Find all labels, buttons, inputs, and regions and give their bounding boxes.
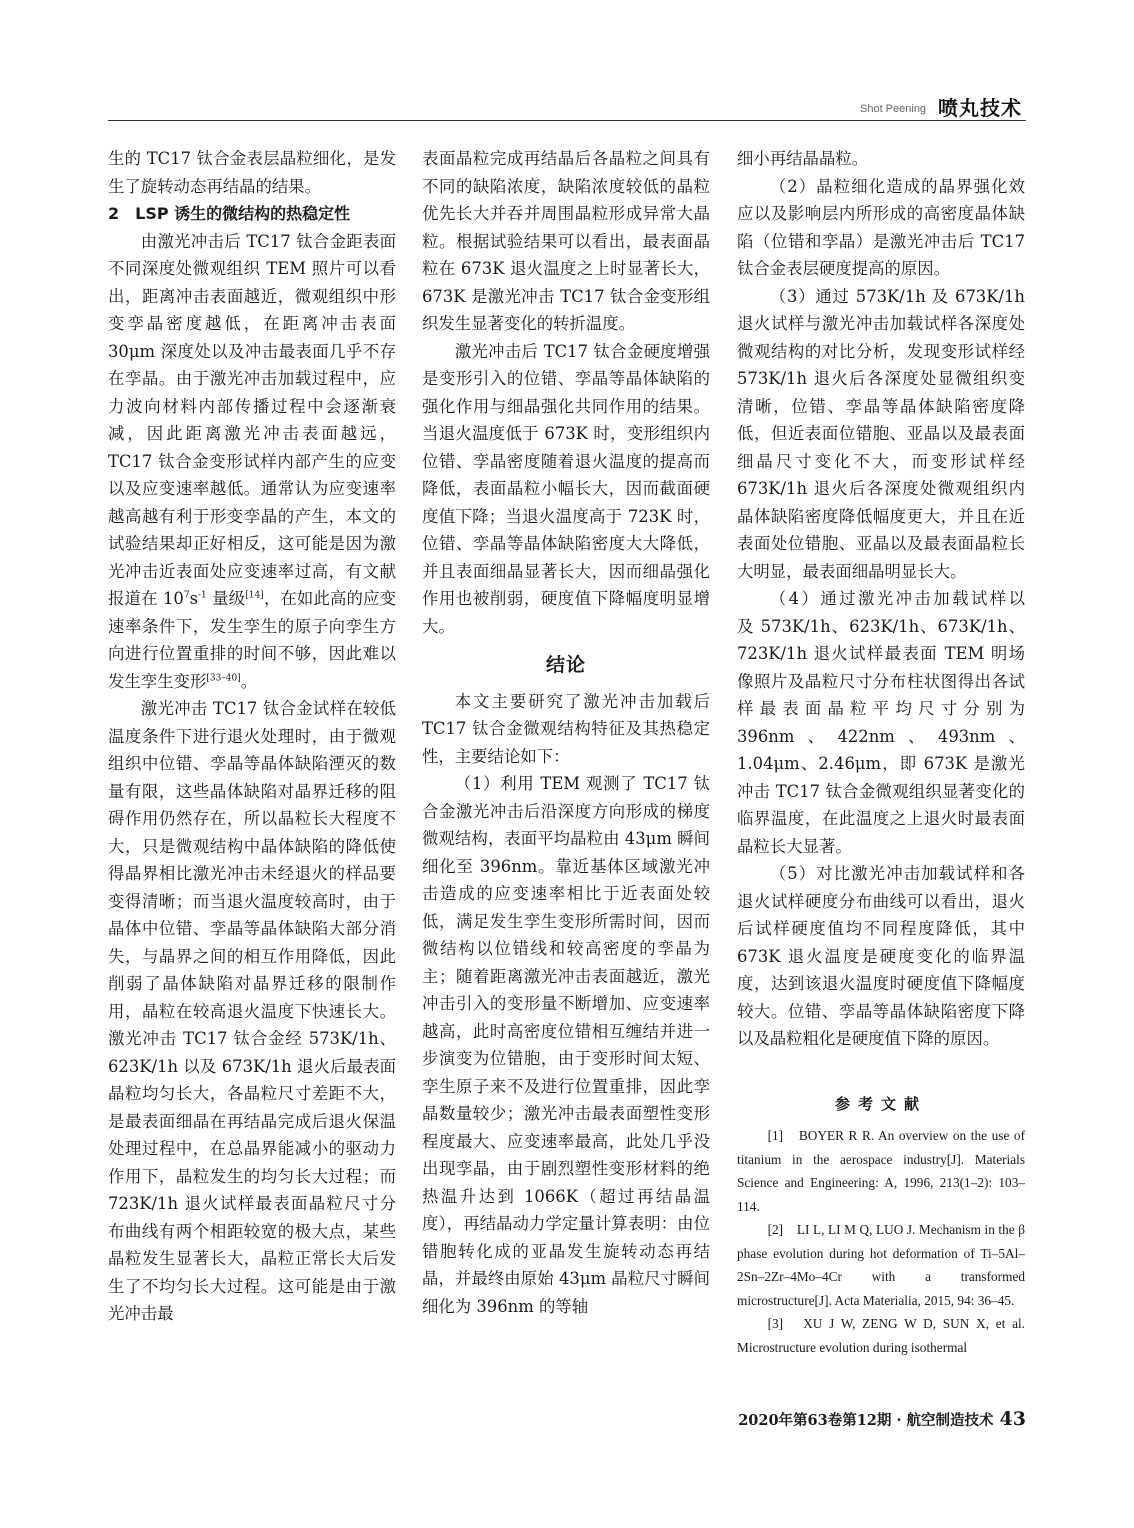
journal-name-cn: 喷丸技术 xyxy=(938,96,1022,120)
reference-item: [1] BOYER R R. An overview on the use of titanium in the aerospace industry[J]. Materials Science and Engineering: A, 1996, 213(1–2): 103–114. xyxy=(737,1128,1025,1214)
citation: [33–40] xyxy=(206,673,241,684)
page-number: 43 xyxy=(999,1408,1026,1430)
text-run: 。 xyxy=(240,671,258,691)
column-1 xyxy=(108,145,396,1328)
paragraph: 细小再结晶晶粒。 xyxy=(737,149,869,168)
paragraph: （2）晶粒细化造成的晶界强化效应以及影响层内所形成的高密度晶体缺陷（位错和孪晶）是激光冲击后 TC17 钛合金表层硬度提高的原因。 xyxy=(737,176,1025,278)
text-run: s xyxy=(189,589,198,608)
paragraph: （4）通过激光冲击加载试样以 及 573K/1h、623K/1h、673K/1h、723K/1h 退火试样最表面 TEM 明场像照片及晶粒尺寸分布柱状图得出各试样最表面晶粒平均尺寸分别为 396nm、422nm、493nm、1.04μm、2.46μm，即 673K 是激光冲击 TC17 钛合金微观组织显著变化的临界温度，在此温度之上退火时最表面晶粒长大显著。 xyxy=(737,589,1042,856)
superscript: -1 xyxy=(197,590,207,601)
text-run: 量级 xyxy=(206,589,246,608)
references-heading: 参考文献 xyxy=(834,1094,927,1113)
section-heading: 2 LSP 诱生的微结构的热稳定性 xyxy=(108,204,351,223)
reference-item: [3] XU J W, ZENG W D, SUN X, et al. Microstructure evolution during isothermal xyxy=(737,1316,1025,1355)
paragraph: （5）对比激光冲击加载试样和各退火试样硬度分布曲线可以看出，退火后试样硬度值均不同程度降低，其中 673K 退火温度是硬度变化的临界温度，达到该退火温度时硬度值下降幅度较大。位错、孪晶等晶体缺陷密度下降以及晶粒粗化是硬度值下降的原因。 xyxy=(737,864,1025,1048)
reference-item: [2] LI L, LI M Q, LUO J. Mechanism in the β phase evolution during hot deformation of Ti–5Al–2Sn–2Zr–4Mo–4Cr with a transformed microstructure[J]. Acta Materialia, 2015, 94: 36–45. xyxy=(737,1222,1025,1308)
header-rule xyxy=(108,120,1026,121)
column-3 xyxy=(737,145,1042,1359)
paragraph: 表面晶粒完成再结晶后各晶粒之间具有不同的缺陷浓度，缺陷浓度较低的晶粒优先长大并吞并周围晶粒形成异常大晶粒。根据试验结果可以看出，最表面晶粒在 673K 退火温度之上时显著长大，673K 是激光冲击 TC17 钛合金变形组织发生显著变化的转折温度。 xyxy=(422,149,710,333)
superscript: 7 xyxy=(183,590,190,601)
text-run: ，在如此高的应变速率条件下，发生孪生的原子向孪生方向进行位置重排的时间不够，因此难以发生孪生变形 xyxy=(108,589,396,691)
footer-journal-info: 2020年第63卷第12期 · 航空制造技术 xyxy=(738,1412,994,1429)
citation: [14] xyxy=(245,590,264,601)
paragraph: （3）通过 573K/1h 及 673K/1h 退火试样与激光冲击加载试样各深度处微观结构的对比分析，发现变形试样经 573K/1h 退火后各深度处显微组织变清晰，位错、孪晶等晶体缺陷密度降低，但近表面位错胞、亚晶以及最表面细晶尺寸变化不大，而变形试样经 673K/1h 退火后各深度处微观组织内晶体缺陷密度降低幅度更大，并且在近表面处位错胞、亚晶以及最表面晶粒长大明显，最表面细晶明显长大。 xyxy=(737,286,1025,581)
text-run: 由激光冲击后 TC17 钛合金距表面不同深度处微观组织 TEM 照片可以看出，距离冲击表面越近，微观组织中形变孪晶密度越低，在距离冲击表面 30μm 深度处以及冲击最表面几乎不存在孪晶。由于激光冲击加载过程中，应力波向材料内部传播过程中会逐渐衰减，因此距离激光冲击表面越远，TC17 钛合金变形试样内部产生的应变以及应变速率越低。通常认为应变速率越高越有利于形变孪晶的产生，本文的试验结果却正好相反，这可能是因为激光冲击近表面处应变速率过高，有文献报道在 10 xyxy=(108,231,396,608)
paragraph: 激光冲击后 TC17 钛合金硬度增强是变形引入的位错、孪晶等晶体缺陷的强化作用与细晶强化共同作用的结果。当退火温度低于 673K 时，变形组织内位错、孪晶密度随着退火温度的提高而降低，表面晶粒小幅长大，因而截面硬度值下降；当退火温度高于 723K 时，位错、孪晶等晶体缺陷密度大大降低，并且表面细晶显著长大，因而细晶强化作用也被削弱，硬度值下降幅度明显增大。 xyxy=(422,341,710,636)
page-footer xyxy=(738,1408,1026,1430)
conclusion-heading: 结论 xyxy=(545,654,586,676)
paragraph: （1）利用 TEM 观测了 TC17 钛合金激光冲击后沿深度方向形成的梯度微观结构，表面平均晶粒由 43μm 瞬间细化至 396nm。靠近基体区域激光冲击造成的应变速率相比于近表面处较低，满足发生孪生变形所需时间，因而微结构以位错线和较高密度的孪晶为主；随着距离激光冲击表面越近，激光冲击引入的变形量不断增加、应变速率越高，此时高密度位错相互缠结并进一步演变为位错胞，由于变形时间太短、孪生原子来不及进行位置重排，因此孪晶数量较少；激光冲击最表面塑性变形程度最大、应变速率最高，此处几乎没出现孪晶，由于剧烈塑性变形材料的绝热温升达到 1066K（超过再结晶温度），再结晶动力学定量计算表明：由位错胞转化成的亚晶发生旋转动态再结晶，并最终由原始 43μm 晶粒尺寸瞬间细化为 396nm 的等轴 xyxy=(422,774,710,1316)
journal-name-en: Shot Peening xyxy=(860,103,927,115)
paragraph xyxy=(108,228,396,696)
paragraph: 生的 TC17 钛合金表层晶粒细化，是发生了旋转动态再结晶的结果。 xyxy=(108,149,396,196)
paragraph: 激光冲击 TC17 钛合金试样在较低温度条件下进行退火处理时，由于微观组织中位错、孪晶等晶体缺陷湮灭的数量有限，这些晶体缺陷对晶界迁移的阻碍作用仍然存在，所以晶粒长大程度不大，只是微观结构中晶体缺陷的降低使得晶界相比激光冲击未经退火的样品要变得清晰；而当退火温度较高时，由于晶体中位错、孪晶等晶体缺陷大部分消失，与晶界之间的相互作用降低，因此削弱了晶体缺陷对晶界迁移的限制作用，晶粒在较高退火温度下快速长大。激光冲击 TC17 钛合金经 573K/1h、623K/1h 以及 673K/1h 退火后最表面晶粒均匀长大，各晶粒尺寸差距不大，是最表面细晶在再结晶完成后退火保温处理过程中，在总晶界能减小的驱动力作用下，晶粒发生的均匀长大过程；而 723K/1h 退火试样最表面晶粒尺寸分布曲线有两个相距较宽的极大点，某些晶粒发生显著长大，晶粒正常长大后发生了不均匀长大过程。这可能是由于激光冲击最 xyxy=(108,699,396,1323)
column-2 xyxy=(422,145,710,1320)
paragraph: 本文主要研究了激光冲击加载后 TC17 钛合金微观结构特征及其热稳定性，主要结论如下： xyxy=(422,691,710,766)
